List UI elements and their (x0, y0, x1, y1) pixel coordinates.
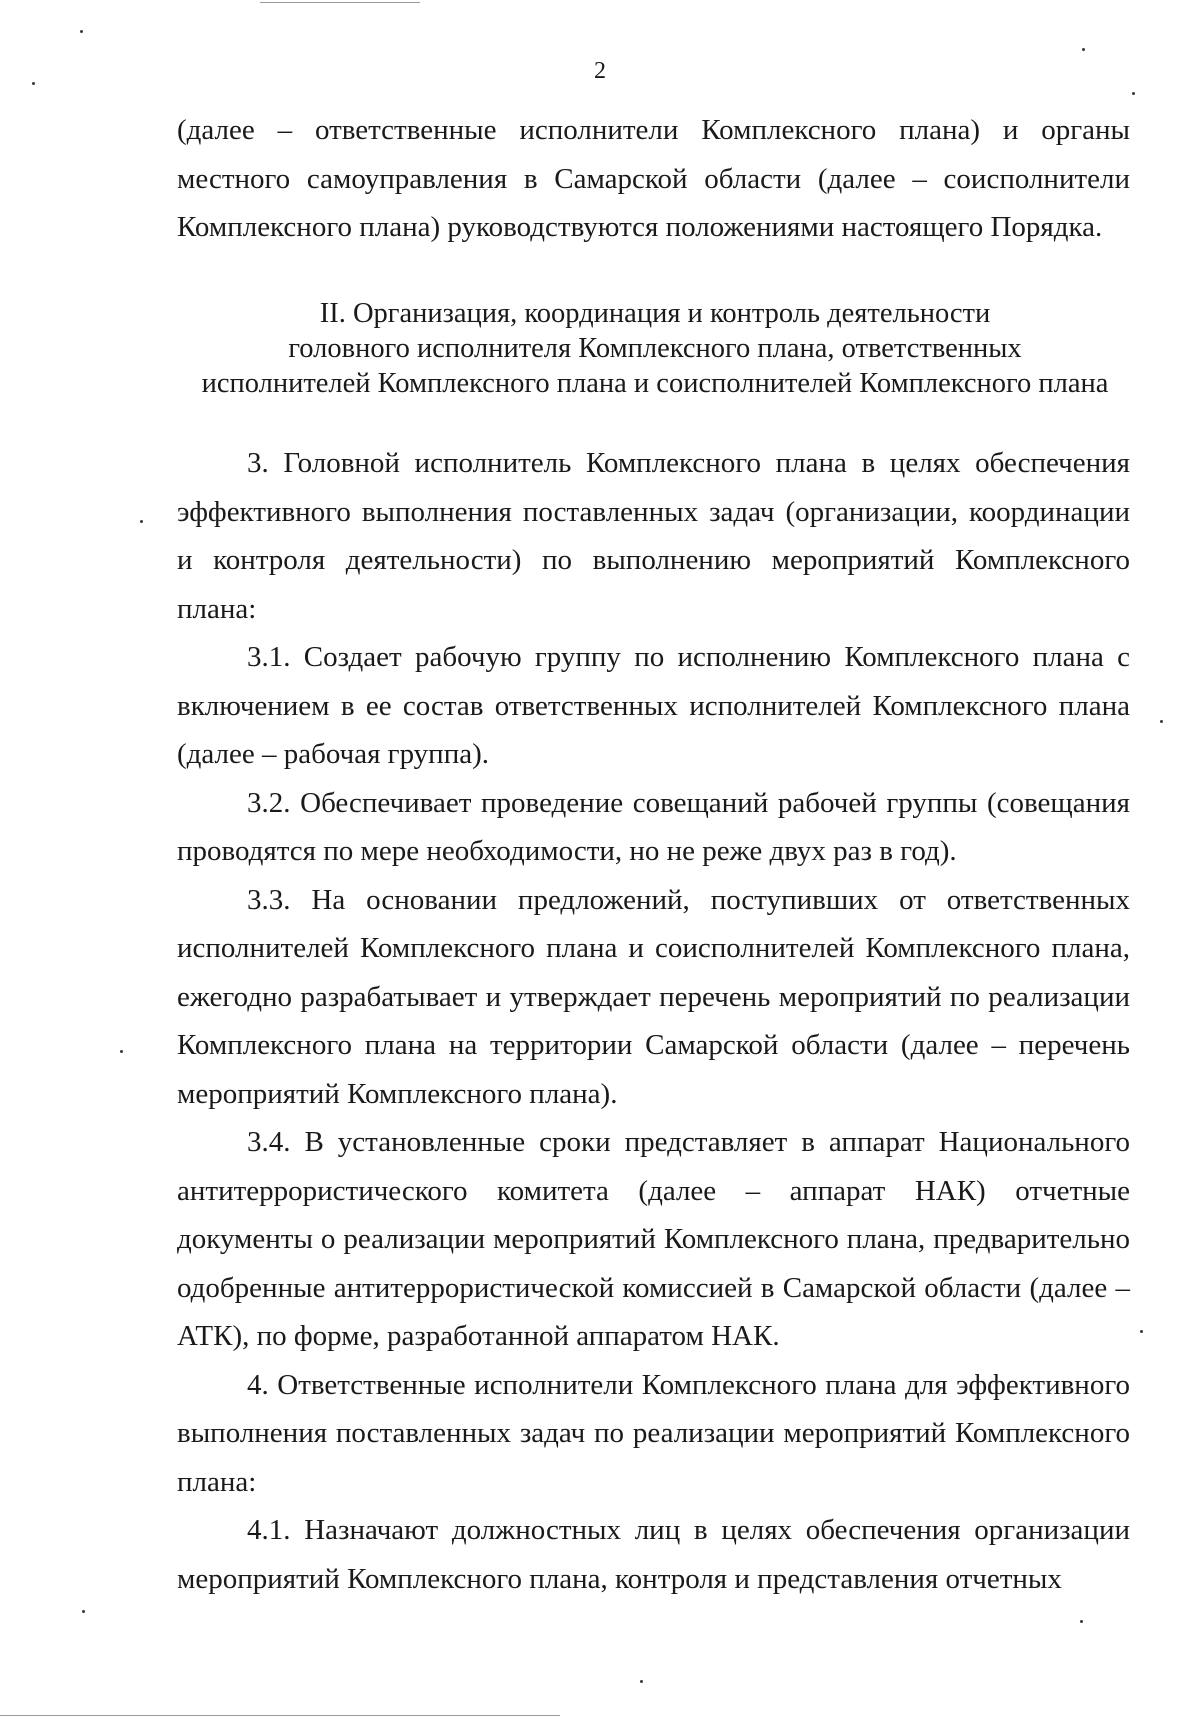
scan-speck (1140, 1330, 1143, 1333)
scan-speck (1132, 92, 1135, 95)
scan-speck (120, 1050, 123, 1053)
intro-text-block (177, 106, 1130, 252)
paragraph-3-2: 3.2. Обеспечивает проведение совещаний рабочей группы (совещания проводятся по мере необходимости, но не реже двух раз в год). (177, 786, 1130, 867)
scan-speck (1160, 720, 1163, 723)
body-text-block (177, 439, 1130, 1603)
paragraph-4: 4. Ответственные исполнители Комплексного плана для эффективного выполнения поставленных задач по реализации мероприятий Комплексного плана: (177, 1368, 1130, 1498)
scan-speck (32, 82, 35, 85)
scan-artifact-line-top (260, 2, 420, 3)
page-number: 2 (594, 58, 606, 84)
section-heading-line-1: II. Организация, координация и контроль деятельности (319, 298, 991, 329)
scan-speck (1080, 1620, 1083, 1623)
paragraph-3-3: 3.3. На основании предложений, поступивших от ответственных исполнителей Комплексного плана и соисполнителей Комплексного плана, ежегодно разрабатывает и утверждает перечень мероприятий по реализации Комплексного плана на территории Самарской области (далее – перечень мероприятий Комплексного плана). (177, 883, 1130, 1110)
scan-speck (1082, 48, 1085, 51)
scan-speck (640, 1680, 643, 1683)
scan-speck (82, 1610, 85, 1613)
paragraph-3: 3. Головной исполнитель Комплексного плана в целях обеспечения эффективного выполнения поставленных задач (организации, координации и контроля деятельности) по выполнению мероприятий Комплексного плана: (177, 447, 1130, 625)
paragraph-3-4: 3.4. В установленные сроки представляет в аппарат Национального антитеррористического комитета (далее – аппарат НАК) отчетные документы о реализации мероприятий Комплексного плана, предварительно одобренные антитеррористической комиссией в Самарской области (далее – АТК), по форме, разработанной аппаратом НАК. (177, 1126, 1130, 1352)
intro-paragraph: (далее – ответственные исполнители Комплексного плана) и органы местного самоуправления в Самарской области (далее – соисполнители Комплексного плана) руководствуются положениями настоящего Порядка. (177, 114, 1130, 243)
scan-speck (80, 30, 83, 33)
scan-speck (140, 520, 143, 523)
scan-artifact-line-bottom (0, 1715, 560, 1716)
section-heading-line-3: исполнителей Комплексного плана и соисполнителей Комплексного плана (201, 368, 1109, 399)
section-heading-line-2: головного исполнителя Комплексного плана, ответственных (288, 333, 1022, 364)
paragraph-3-1: 3.1. Создает рабочую группу по исполнению Комплексного плана с включением в ее состав ответственных исполнителей Комплексного плана (далее – рабочая группа). (177, 641, 1130, 770)
section-heading (150, 296, 1160, 401)
paragraph-4-1: 4.1. Назначают должностных лиц в целях обеспечения организации мероприятий Комплексного плана, контроля и представления отчетных (177, 1514, 1130, 1595)
